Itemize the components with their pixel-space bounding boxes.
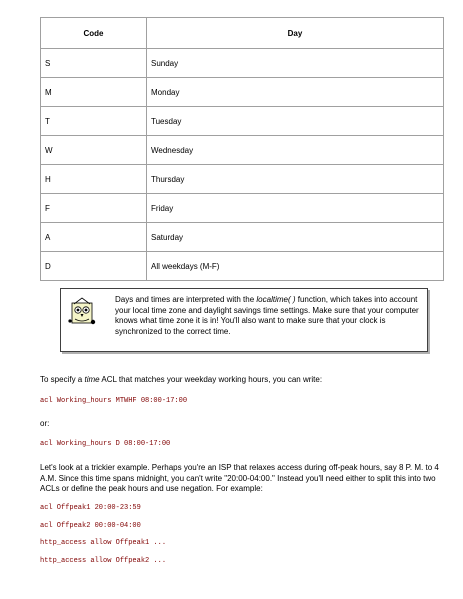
code-line: http_access allow Offpeak1 ... xyxy=(40,539,167,547)
table-row xyxy=(41,49,444,78)
table-row xyxy=(41,252,444,281)
paragraph-or: or: xyxy=(40,419,50,428)
table-row xyxy=(41,136,444,165)
code-line: http_access allow Offpeak2 ... xyxy=(40,557,167,565)
paragraph-intro: To specify a time ACL that matches your weekday working hours, you can write: xyxy=(40,375,323,384)
cell-code: D xyxy=(41,252,147,281)
cell-code: A xyxy=(41,223,147,252)
table-row xyxy=(41,194,444,223)
cell-day: All weekdays (M-F) xyxy=(147,252,444,281)
cell-code: H xyxy=(41,165,147,194)
paragraph-example: Let's look at a trickier example. Perhaps you're an ISP that relaxes access during off-peak hours, say 8 P. M. to 4 A.M. Since this time spans midnight, you can't write "20:00-04:00." Instead you'll need either to split this into two ACLs or define the peak hours and use negation. For example: xyxy=(40,463,439,493)
cell-day: Wednesday xyxy=(147,136,444,165)
code-line: acl Offpeak1 20:00-23:59 xyxy=(40,504,141,512)
table-row xyxy=(41,223,444,252)
table-row xyxy=(41,78,444,107)
code-line: acl Working_hours MTWHF 08:00-17:00 xyxy=(40,397,188,405)
function-name: localtime( ) xyxy=(256,295,296,304)
cell-code: M xyxy=(41,78,147,107)
header-code: Code xyxy=(41,18,147,49)
cell-day: Monday xyxy=(147,78,444,107)
note-box xyxy=(60,288,428,352)
cell-day: Friday xyxy=(147,194,444,223)
cell-code: W xyxy=(41,136,147,165)
cell-day: Thursday xyxy=(147,165,444,194)
owl-note-icon xyxy=(65,295,99,329)
cell-day: Saturday xyxy=(147,223,444,252)
cell-day: Sunday xyxy=(147,49,444,78)
cell-day: Tuesday xyxy=(147,107,444,136)
table-row xyxy=(41,107,444,136)
cell-code: S xyxy=(41,49,147,78)
header-day: Day xyxy=(147,18,444,49)
table-header-row xyxy=(41,18,444,49)
term-time: time xyxy=(84,375,100,384)
cell-code: F xyxy=(41,194,147,223)
cell-code: T xyxy=(41,107,147,136)
code-line: acl Working_hours D 08:00-17:00 xyxy=(40,440,171,448)
note-text: Days and times are interpreted with the localtime( ) function, which takes into account your local time zone and daylight savings time settings. Make sure that your computer knows what time zone it is in! You'll also want to make sure that your clock is synchronized to the correct time. xyxy=(115,295,419,336)
code-line: acl Offpeak2 00:00-04:00 xyxy=(40,522,141,530)
table-row xyxy=(41,165,444,194)
day-code-table xyxy=(40,17,444,281)
